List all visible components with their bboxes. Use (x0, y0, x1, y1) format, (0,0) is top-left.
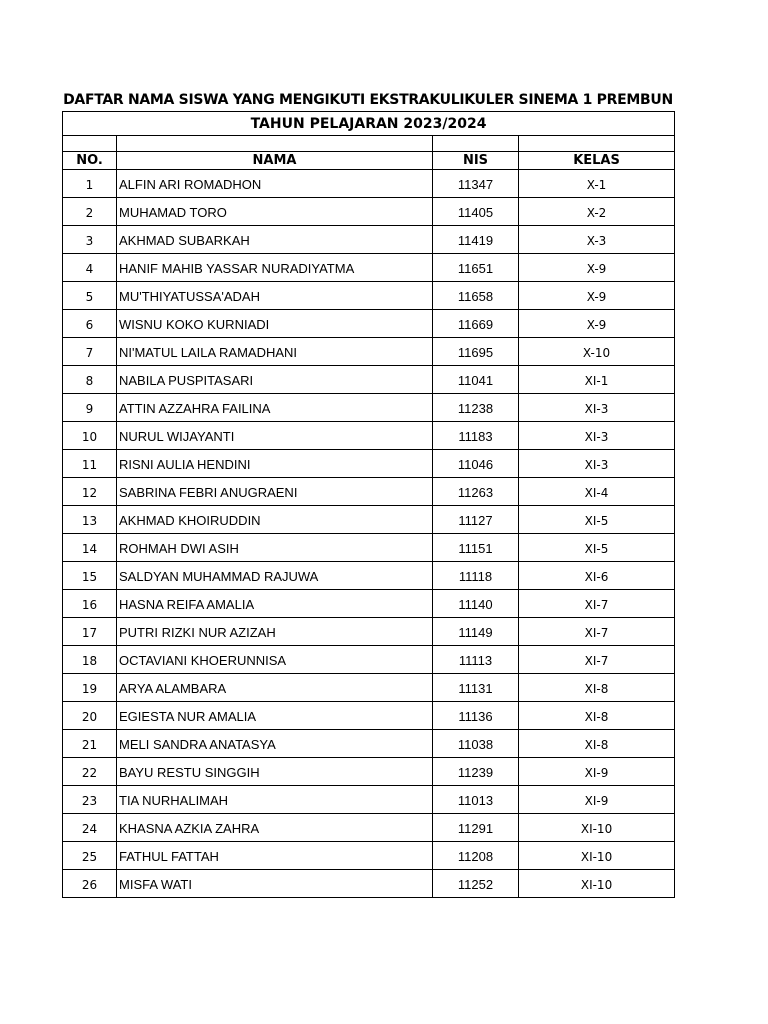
student-class: XI-7 (519, 618, 675, 646)
student-name: AKHMAD SUBARKAH (117, 226, 433, 254)
row-number: 1 (63, 170, 117, 198)
student-name: TIA NURHALIMAH (117, 786, 433, 814)
row-number: 3 (63, 226, 117, 254)
row-number: 17 (63, 618, 117, 646)
row-number: 5 (63, 282, 117, 310)
student-nis: 11669 (433, 310, 519, 338)
student-name: RISNI AULIA HENDINI (117, 450, 433, 478)
student-class: XI-8 (519, 674, 675, 702)
student-nis: 11136 (433, 702, 519, 730)
student-name: SABRINA FEBRI ANUGRAENI (117, 478, 433, 506)
student-name: EGIESTA NUR AMALIA (117, 702, 433, 730)
student-class: XI-3 (519, 422, 675, 450)
student-nis: 11419 (433, 226, 519, 254)
blank-row (63, 136, 675, 152)
student-name: FATHUL FATTAH (117, 842, 433, 870)
row-number: 16 (63, 590, 117, 618)
row-number: 22 (63, 758, 117, 786)
header-kelas: KELAS (519, 152, 675, 170)
student-nis: 11013 (433, 786, 519, 814)
student-class: XI-3 (519, 450, 675, 478)
table-row (63, 674, 675, 702)
table-row (63, 730, 675, 758)
table-row (63, 366, 675, 394)
row-number: 19 (63, 674, 117, 702)
student-class: XI-10 (519, 814, 675, 842)
row-number: 4 (63, 254, 117, 282)
row-number: 12 (63, 478, 117, 506)
student-class: XI-7 (519, 590, 675, 618)
student-nis: 11118 (433, 562, 519, 590)
student-class: XI-1 (519, 366, 675, 394)
header-nama: NAMA (117, 152, 433, 170)
student-table (62, 111, 675, 898)
subtitle-row (63, 112, 675, 136)
student-name: NURUL WIJAYANTI (117, 422, 433, 450)
table-row (63, 842, 675, 870)
student-nis: 11149 (433, 618, 519, 646)
table-row (63, 450, 675, 478)
document-title: DAFTAR NAMA SISWA YANG MENGIKUTI EKSTRAKULIKULER SINEMA 1 PREMBUN (63, 92, 673, 108)
table-row (63, 338, 675, 366)
row-number: 2 (63, 198, 117, 226)
student-class: X-9 (519, 310, 675, 338)
student-class: X-10 (519, 338, 675, 366)
table-row (63, 702, 675, 730)
student-nis: 11041 (433, 366, 519, 394)
student-name: ARYA ALAMBARA (117, 674, 433, 702)
header-nis: NIS (433, 152, 519, 170)
header-row (63, 152, 675, 170)
student-class: XI-4 (519, 478, 675, 506)
student-class: XI-8 (519, 730, 675, 758)
table-row (63, 198, 675, 226)
table-row (63, 226, 675, 254)
student-class: XI-9 (519, 786, 675, 814)
student-class: XI-7 (519, 646, 675, 674)
table-row (63, 170, 675, 198)
table-row (63, 758, 675, 786)
student-name: SALDYAN MUHAMMAD RAJUWA (117, 562, 433, 590)
student-nis: 11291 (433, 814, 519, 842)
row-number: 15 (63, 562, 117, 590)
student-class: XI-9 (519, 758, 675, 786)
row-number: 14 (63, 534, 117, 562)
table-row (63, 786, 675, 814)
student-nis: 11658 (433, 282, 519, 310)
table-row (63, 282, 675, 310)
student-nis: 11263 (433, 478, 519, 506)
table-row (63, 814, 675, 842)
row-number: 20 (63, 702, 117, 730)
student-nis: 11131 (433, 674, 519, 702)
row-number: 23 (63, 786, 117, 814)
student-class: XI-3 (519, 394, 675, 422)
student-class: XI-8 (519, 702, 675, 730)
student-class: X-9 (519, 282, 675, 310)
student-name: KHASNA AZKIA ZAHRA (117, 814, 433, 842)
row-number: 21 (63, 730, 117, 758)
student-name: MISFA WATI (117, 870, 433, 898)
student-name: OCTAVIANI KHOERUNNISA (117, 646, 433, 674)
table-row (63, 310, 675, 338)
student-nis: 11238 (433, 394, 519, 422)
student-name: HANIF MAHIB YASSAR NURADIYATMA (117, 254, 433, 282)
table-row (63, 478, 675, 506)
row-number: 10 (63, 422, 117, 450)
row-number: 24 (63, 814, 117, 842)
student-name: AKHMAD KHOIRUDDIN (117, 506, 433, 534)
document-subtitle: TAHUN PELAJARAN 2023/2024 (63, 112, 675, 136)
student-nis: 11347 (433, 170, 519, 198)
student-class: XI-6 (519, 562, 675, 590)
student-class: XI-10 (519, 870, 675, 898)
row-number: 6 (63, 310, 117, 338)
table-row (63, 534, 675, 562)
table-row (63, 422, 675, 450)
student-class: X-2 (519, 198, 675, 226)
student-nis: 11038 (433, 730, 519, 758)
student-name: ROHMAH DWI ASIH (117, 534, 433, 562)
student-nis: 11127 (433, 506, 519, 534)
student-class: XI-5 (519, 506, 675, 534)
table-row (63, 618, 675, 646)
student-nis: 11140 (433, 590, 519, 618)
table-row (63, 870, 675, 898)
student-name: MUHAMAD TORO (117, 198, 433, 226)
student-class: X-3 (519, 226, 675, 254)
student-nis: 11046 (433, 450, 519, 478)
header-no: NO. (63, 152, 117, 170)
student-name: NI'MATUL LAILA RAMADHANI (117, 338, 433, 366)
row-number: 7 (63, 338, 117, 366)
student-name: ATTIN AZZAHRA FAILINA (117, 394, 433, 422)
row-number: 11 (63, 450, 117, 478)
table-row (63, 394, 675, 422)
table-row (63, 254, 675, 282)
student-name: WISNU KOKO KURNIADI (117, 310, 433, 338)
row-number: 25 (63, 842, 117, 870)
student-name: MU'THIYATUSSA'ADAH (117, 282, 433, 310)
blank-cell (519, 136, 675, 152)
student-nis: 11208 (433, 842, 519, 870)
table-row (63, 590, 675, 618)
table-row (63, 646, 675, 674)
blank-cell (433, 136, 519, 152)
blank-cell (63, 136, 117, 152)
student-class: XI-10 (519, 842, 675, 870)
student-class: XI-5 (519, 534, 675, 562)
row-number: 9 (63, 394, 117, 422)
student-class: X-9 (519, 254, 675, 282)
row-number: 13 (63, 506, 117, 534)
table-row (63, 506, 675, 534)
student-nis: 11405 (433, 198, 519, 226)
student-class: X-1 (519, 170, 675, 198)
student-nis: 11183 (433, 422, 519, 450)
student-name: NABILA PUSPITASARI (117, 366, 433, 394)
student-nis: 11252 (433, 870, 519, 898)
student-nis: 11695 (433, 338, 519, 366)
student-name: ALFIN ARI ROMADHON (117, 170, 433, 198)
student-nis: 11239 (433, 758, 519, 786)
student-nis: 11151 (433, 534, 519, 562)
student-name: MELI SANDRA ANATASYA (117, 730, 433, 758)
row-number: 26 (63, 870, 117, 898)
table-row (63, 562, 675, 590)
student-name: BAYU RESTU SINGGIH (117, 758, 433, 786)
student-name: HASNA REIFA AMALIA (117, 590, 433, 618)
row-number: 18 (63, 646, 117, 674)
student-nis: 11651 (433, 254, 519, 282)
row-number: 8 (63, 366, 117, 394)
student-name: PUTRI RIZKI NUR AZIZAH (117, 618, 433, 646)
student-nis: 11113 (433, 646, 519, 674)
blank-cell (117, 136, 433, 152)
